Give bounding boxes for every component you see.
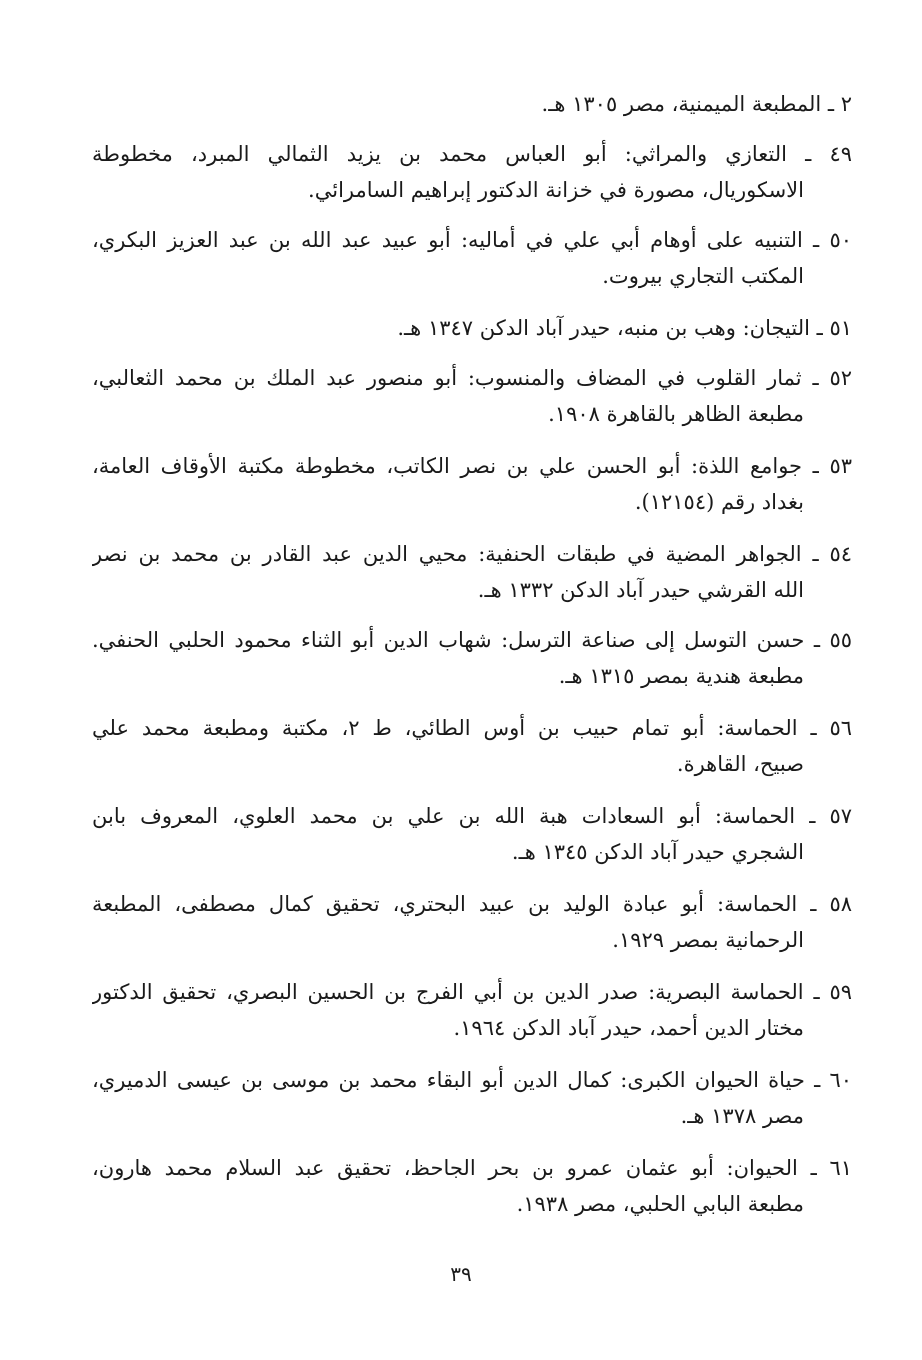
bibliography-entry-53 bbox=[92, 448, 852, 520]
entry-line: الرحمانية بمصر ١٩٢٩. bbox=[612, 928, 804, 952]
entry-line: ٥٢ ـ ثمار القلوب في المضاف والمنسوب: أبو منصور عبد الملك بن محمد الثعالبي، bbox=[92, 366, 852, 390]
entry-line: ٥٥ ـ حسن التوسل إلى صناعة الترسل: شهاب الدين أبو الثناء محمود الحلبي الحنفي. bbox=[92, 628, 852, 652]
entry-line: ٥٨ ـ الحماسة: أبو عبادة الوليد بن عبيد البحتري، تحقيق كمال مصطفى، المطبعة bbox=[92, 892, 852, 916]
entry-line: الاسكوريال، مصورة في خزانة الدكتور إبراهيم السامرائي. bbox=[308, 178, 804, 202]
entry-line: ٥٣ ـ جوامع اللذة: أبو الحسن علي بن نصر الكاتب، مخطوطة مكتبة الأوقاف العامة، bbox=[92, 454, 852, 478]
entry-line: مختار الدين أحمد، حيدر آباد الدكن ١٩٦٤. bbox=[453, 1016, 804, 1040]
bibliography-entry-57 bbox=[92, 798, 852, 870]
bibliography-entry-56 bbox=[92, 710, 852, 782]
bibliography-entry-49 bbox=[92, 136, 852, 208]
bibliography-entry-59 bbox=[92, 974, 852, 1046]
bibliography-entry-48-continuation bbox=[92, 86, 852, 122]
bibliography-entry-58 bbox=[92, 886, 852, 958]
bibliography-entry-55 bbox=[92, 622, 852, 694]
entry-line: ٤٩ ـ التعازي والمراثي: أبو العباس محمد بن يزيد الثمالي المبرد، مخطوطة bbox=[92, 142, 852, 166]
entry-line: مطبعة الظاهر بالقاهرة ١٩٠٨. bbox=[548, 402, 804, 426]
bibliography-entry-51 bbox=[92, 310, 852, 346]
entry-line: ٥١ ـ التيجان: وهب بن منبه، حيدر آباد الدكن ١٣٤٧ هـ. bbox=[397, 316, 852, 340]
entry-line: ٢ ـ المطبعة الميمنية، مصر ١٣٠٥ هـ. bbox=[541, 92, 852, 116]
entry-line: ٦٠ ـ حياة الحيوان الكبرى: كمال الدين أبو البقاء محمد بن موسى بن عيسى الدميري، bbox=[92, 1068, 852, 1092]
bibliography-entry-52 bbox=[92, 360, 852, 432]
entry-line: ٥٦ ـ الحماسة: أبو تمام حبيب بن أوس الطائي، ط ٢، مكتبة ومطبعة محمد علي bbox=[92, 716, 852, 740]
bibliography-entry-54 bbox=[92, 536, 852, 608]
entry-line: ٥٠ ـ التنبيه على أوهام أبي علي في أماليه: أبو عبيد عبد الله بن عبد العزيز البكري، bbox=[92, 228, 852, 252]
page-number: ٣٩ bbox=[450, 1262, 472, 1286]
entry-line: ٥٩ ـ الحماسة البصرية: صدر الدين بن أبي الفرج بن الحسين البصري، تحقيق الدكتور bbox=[92, 980, 852, 1004]
entry-line: مصر ١٣٧٨ هـ. bbox=[680, 1104, 804, 1128]
bibliography-entry-60 bbox=[92, 1062, 852, 1134]
entry-line: ٥٧ ـ الحماسة: أبو السعادات هبة الله بن علي بن محمد العلوي، المعروف بابن bbox=[92, 804, 852, 828]
bibliography-entry-50 bbox=[92, 222, 852, 294]
entry-line: ٥٤ ـ الجواهر المضية في طبقات الحنفية: محيي الدين عبد القادر بن محمد بن نصر bbox=[92, 542, 852, 566]
entry-line: صبيح، القاهرة. bbox=[676, 752, 804, 776]
bibliography-entry-61 bbox=[92, 1150, 852, 1222]
entry-line: الله القرشي حيدر آباد الدكن ١٣٣٢ هـ. bbox=[477, 578, 804, 602]
entry-line: مطبعة هندية بمصر ١٣١٥ هـ. bbox=[558, 664, 804, 688]
entry-line: مطبعة البابي الحلبي، مصر ١٩٣٨. bbox=[516, 1192, 804, 1216]
entry-line: المكتب التجاري بيروت. bbox=[602, 264, 804, 288]
entry-line: ٦١ ـ الحيوان: أبو عثمان عمرو بن بحر الجاحظ، تحقيق عبد السلام محمد هارون، bbox=[92, 1156, 852, 1180]
entry-line: الشجري حيدر آباد الدكن ١٣٤٥ هـ. bbox=[511, 840, 804, 864]
entry-line: بغداد رقم (١٢١٥٤). bbox=[634, 490, 804, 514]
